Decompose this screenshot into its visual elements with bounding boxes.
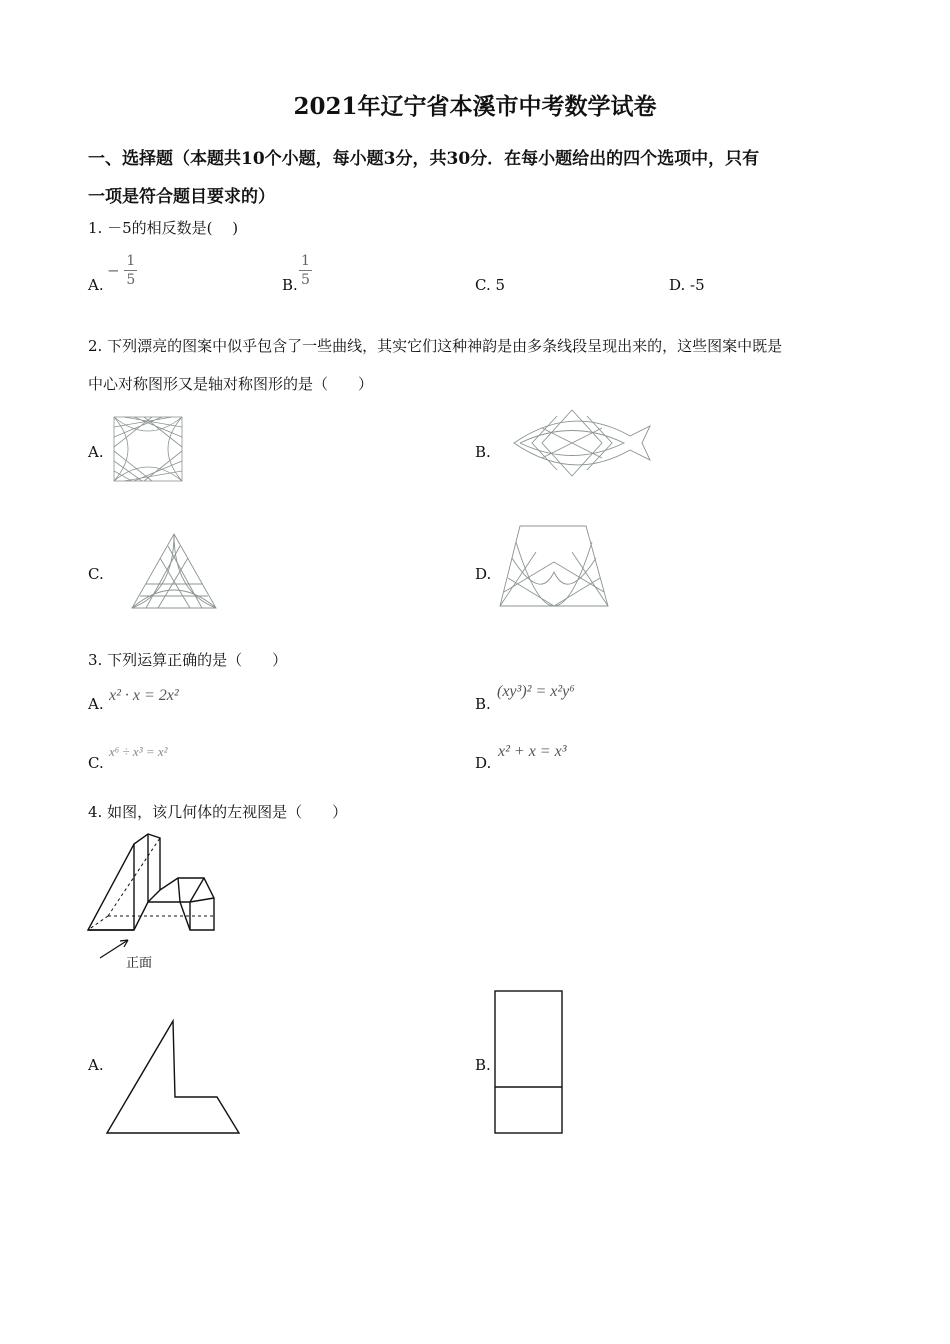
q2-option-c-label: C. [88, 565, 104, 583]
q3-stem: 3. 下列运算正确的是（ ） [88, 651, 288, 669]
q4-option-b-label: B. [475, 1056, 491, 1074]
section-heading-line2: 一项是符合题目要求的） [88, 187, 275, 207]
q1-option-d: D. -5 [669, 276, 705, 294]
q3-option-d-expr: x² + x = x³ [498, 743, 567, 760]
q1-option-b-expr [299, 252, 312, 289]
q1-option-c: C. 5 [475, 276, 506, 294]
q2-option-b-label: B. [475, 443, 491, 461]
q4-option-a-figure [105, 1017, 245, 1137]
page-title: 2021年辽宁省本溪市中考数学试卷 [293, 93, 657, 120]
q1-option-a-label: A. [88, 276, 104, 294]
q2-option-a-figure [112, 415, 184, 483]
q1-option-a-numerator: 1 [126, 253, 136, 269]
q2-stem-line1: 2. 下列漂亮的图案中似乎包含了一些曲线，其实它们这种神韵是由多条线段呈现出来的，这些图案中既是 [88, 337, 783, 355]
q1-option-a-fraction [124, 252, 137, 289]
q1-option-a-denominator: 5 [126, 272, 136, 288]
q3-option-a-label: A. [88, 695, 104, 713]
q4-front-view-label: 正面 [126, 956, 153, 971]
q1-option-b-denominator: 5 [301, 272, 310, 288]
q2-option-d-label: D. [475, 565, 492, 583]
q3-option-a-expr: x² · x = 2x² [109, 687, 179, 704]
q1-option-b-label: B. [282, 276, 298, 294]
q1-stem: 1. －5的相反数是( ) [88, 219, 239, 237]
q3-option-c-label: C. [88, 754, 104, 772]
q3-option-c-expr: x⁶ ÷ x³ = x² [109, 744, 168, 759]
q4-solid-figure [86, 830, 216, 970]
q3-option-b-label: B. [475, 695, 491, 713]
q2-option-b-figure [512, 408, 654, 478]
q2-option-c-figure [130, 532, 218, 612]
q2-stem-line2: 中心对称图形又是轴对称图形的是（ ） [88, 375, 374, 393]
q2-option-a-label: A. [88, 443, 104, 461]
q4-option-a-label: A. [88, 1056, 104, 1074]
q1-option-b-numerator: 1 [301, 253, 310, 269]
q1-option-a-sign: − [107, 261, 120, 280]
q4-stem: 4. 如图，该几何体的左视图是（ ） [88, 803, 348, 821]
q1-option-b-fraction [299, 252, 312, 289]
q2-option-d-figure [496, 522, 612, 608]
q3-option-d-label: D. [475, 754, 492, 772]
q1-option-a-expr [107, 252, 137, 289]
section-heading-line1: 一、选择题（本题共10个小题，每小题3分，共30分．在每小题给出的四个选项中，只有 [88, 149, 760, 169]
q3-option-b-expr: (xy³)² = x²y⁶ [497, 683, 575, 700]
q4-option-b-figure [493, 989, 565, 1137]
